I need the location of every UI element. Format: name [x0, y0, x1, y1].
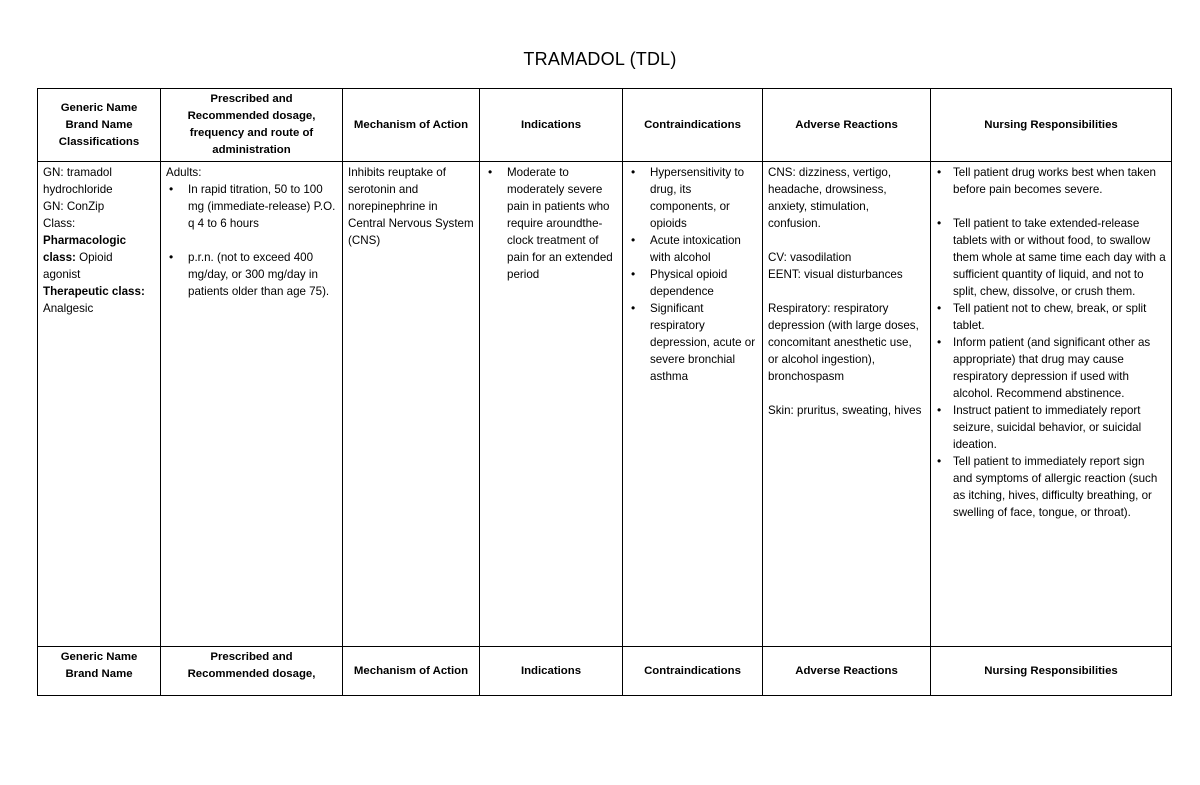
drug-table [37, 88, 1172, 696]
contraindications-cell [623, 162, 763, 647]
dosage-cell [161, 162, 343, 647]
header-dosage-line: Prescribed and [210, 651, 293, 663]
header-dosage-line: Recommended dosage, [187, 110, 316, 122]
indications-list [485, 164, 617, 283]
header-dosage-line: Prescribed and [210, 93, 293, 105]
list-item: • In rapid titration, 50 to 100 mg (immediate-release) P.O. q 4 to 6 hours [166, 181, 337, 232]
generic-cell [38, 162, 161, 647]
dosage-list [166, 181, 337, 300]
list-item: • Tell patient drug works best when taken before pain becomes severe. [936, 164, 1166, 198]
header-dosage [161, 89, 343, 162]
list-spacer [936, 198, 1166, 215]
header-generic-line: Generic Name [60, 101, 138, 114]
indications-cell [480, 162, 623, 647]
generic-name: GN: tramadol [43, 166, 112, 179]
list-item: • Hypersensitivity to drug, its components, or opioids [628, 164, 757, 232]
list-item: • Tell patient to immediately report sign and symptoms of allergic reaction (such as itching, hives, difficulty breathing, or swelling of face, tongue, or throat). [936, 453, 1166, 521]
list-item: • Physical opioid dependence [628, 266, 757, 300]
adverse-respiratory: Respiratory: respiratory depression (with large doses, concomitant anesthetic use, or alcohol ingestion), bronchospasm [768, 302, 919, 383]
pharmacologic-label-cont: class: [43, 251, 76, 264]
list-spacer [166, 232, 337, 249]
header-row [38, 89, 1172, 162]
class-label: Class: [43, 217, 76, 230]
therapeutic-value: Analgesic [43, 302, 94, 315]
list-item: • Instruct patient to immediately report seizure, suicidal behavior, or suicidal ideation. [936, 402, 1166, 453]
nursing-cell [931, 162, 1172, 647]
adverse-cell [763, 162, 931, 647]
header-dosage-line: Recommended dosage, [187, 668, 316, 680]
header-dosage-line: frequency and route of [189, 127, 314, 139]
header-moa: Mechanism of Action [343, 647, 480, 696]
header-brand-line: Brand Name [65, 118, 133, 131]
dosage-adults-label: Adults: [166, 166, 202, 179]
content-row [38, 162, 1172, 647]
header-adverse: Adverse Reactions [763, 647, 931, 696]
header-nursing: Nursing Responsibilities [931, 89, 1172, 162]
header-nursing: Nursing Responsibilities [931, 647, 1172, 696]
repeat-header-row [38, 647, 1172, 696]
header-dosage-line: administration [212, 144, 291, 156]
list-item: • Tell patient not to chew, break, or split tablet. [936, 300, 1166, 334]
list-item: • p.r.n. (not to exceed 400 mg/day, or 300 mg/day in patients older than age 75). [166, 249, 337, 300]
nursing-list [936, 164, 1166, 521]
header-adverse: Adverse Reactions [763, 89, 931, 162]
list-item: • Significant respiratory depression, acute or severe bronchial asthma [628, 300, 757, 385]
pharmacologic-value-cont: agonist [43, 268, 81, 281]
generic-name-cont: hydrochloride [43, 183, 113, 196]
header-moa: Mechanism of Action [343, 89, 480, 162]
header-contraindications: Contraindications [623, 647, 763, 696]
list-item: • Moderate to moderately severe pain in patients who require aroundthe-clock treatment of pain for an extended period [485, 164, 617, 283]
header-dosage [161, 647, 343, 696]
list-item: • Inform patient (and significant other as appropriate) that drug may cause respiratory depression if used with alcohol. Recommend abstinence. [936, 334, 1166, 402]
therapeutic-label: Therapeutic class: [43, 285, 145, 298]
header-brand-line: Brand Name [65, 668, 133, 680]
contraindications-list [628, 164, 757, 385]
list-item: • Tell patient to take extended-release tablets with or without food, to swallow them whole at same time each day with a sufficient quantity of liquid, and not to split, chew, dissolve, or crush them. [936, 215, 1166, 300]
adverse-skin: Skin: pruritus, sweating, hives [768, 404, 922, 417]
header-generic [38, 89, 161, 162]
header-indications: Indications [480, 89, 623, 162]
header-generic-line: Generic Name [60, 651, 138, 663]
moa-cell [343, 162, 480, 647]
header-contraindications: Contraindications [623, 89, 763, 162]
list-item: • Acute intoxication with alcohol [628, 232, 757, 266]
adverse-cns: CNS: dizziness, vertigo, headache, drowsiness, anxiety, stimulation, confusion. [768, 166, 892, 230]
adverse-eent: EENT: visual disturbances [768, 268, 903, 281]
brand-name: GN: ConZip [43, 200, 105, 213]
adverse-cv: CV: vasodilation [768, 251, 852, 264]
header-generic [38, 647, 161, 696]
moa-text: Inhibits reuptake of serotonin and norepinephrine in Central Nervous System (CNS) [348, 166, 474, 247]
header-classifications-line: Classifications [58, 135, 140, 148]
page-title: TRAMADOL (TDL) [523, 49, 677, 69]
header-indications: Indications [480, 647, 623, 696]
pharmacologic-label: Pharmacologic [43, 234, 127, 247]
pharmacologic-value: Opioid [75, 251, 113, 264]
